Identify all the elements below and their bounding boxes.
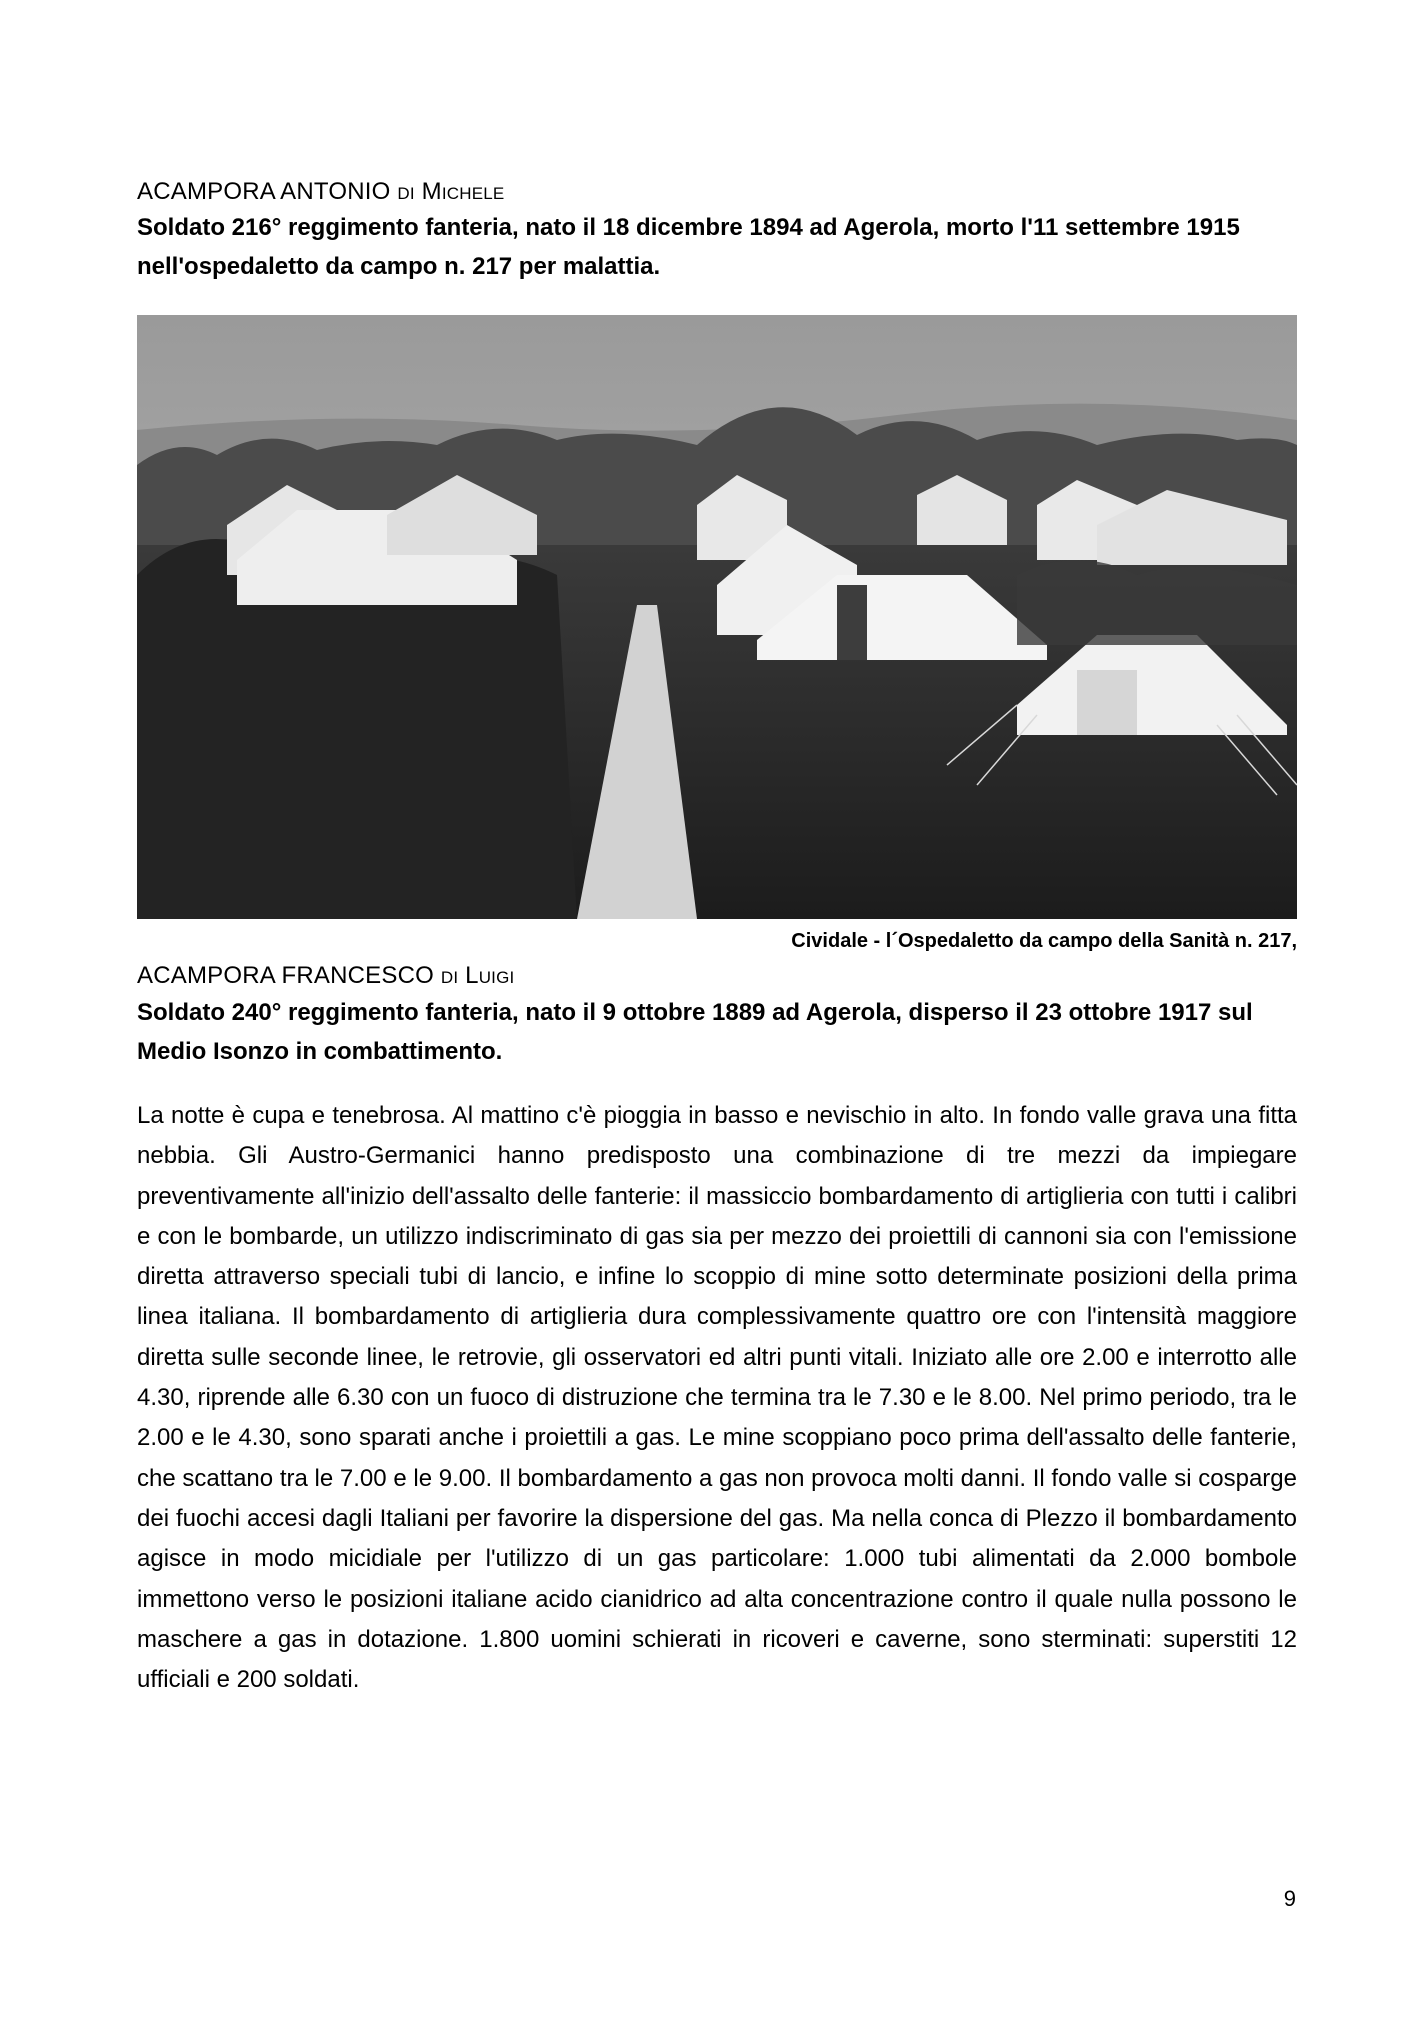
entry-2-surname: ACAMPORA FRANCESCO [137,962,434,989]
field-hospital-photo [137,315,1297,919]
photo-caption: Cividale - l´Ospedaletto da campo della Sanità n. 217, [791,930,1297,952]
entry-1-surname: ACAMPORA ANTONIO [137,178,391,205]
entry-1-di: DI [397,184,415,203]
entry-2-parent-rest: UIGI [478,968,515,987]
entry-1-parent-initial: M [421,178,442,205]
entry-2-parent [465,962,514,989]
entry-1-name [137,178,504,206]
entry-1-description: Soldato 216° reggimento fanteria, nato il 18 dicembre 1894 ad Agerola, morto l'11 settembre 1915 nell'ospedaletto da campo n. 217 per malattia. [137,214,1240,280]
entry-2-name [137,962,514,990]
field-hospital-photo-image [137,315,1297,919]
page-number: 9 [1283,1886,1296,1911]
body-text: La notte è cupa e tenebrosa. Al mattino c'è pioggia in basso e nevischio in alto. In fondo valle grava una fitta nebbia. Gli Austro-Germanici hanno predisposto una combinazione di tre mezzi da impiegare preventivamente all'inizio dell'assalto delle fanterie: il massiccio bombardamento di artiglieria con tutti i calibri e con le bombarde, un utilizzo indiscriminato di gas sia per mezzo dei proiettili di cannoni sia con l'emissione diretta attraverso speciali tubi di lancio, e infine lo scoppio di mine sotto determinate posizioni della prima linea italiana. Il bombardamento di artiglieria dura complessivamente quattro ore con l'intensità maggiore diretta sulle seconde linee, le retrovie, gli osservatori ed altri punti vitali. Iniziato alle ore 2.00 e interrotto alle 4.30, riprende alle 6.30 con un fuoco di distruzione che termina tra le 7.30 e le 8.00. Nel primo periodo, tra le 2.00 e le 4.30, sono sparati anche i proiettili a gas. Le mine scoppiano poco prima dell'assalto delle fanterie, che scattano tra le 7.00 e le 9.00. Il bombardamento a gas non provoca molti danni. Il fondo valle si cosparge dei fuochi accesi dagli Italiani per favorire la dispersione del gas. Ma nella conca di Plezzo il bombardamento agisce in modo micidiale per l'utilizzo di un gas particolare: 1.000 tubi alimentati da 2.000 bombole immettono verso le posizioni italiane acido cianidrico ad alta concentrazione contro il quale nulla possono le maschere a gas in dotazione. 1.800 uomini schierati in ricoveri e caverne, sono sterminati: superstiti 12 ufficiali e 200 soldati. [137,1102,1297,1694]
entry-1-parent-rest: ICHELE [441,184,505,203]
entry-2-parent-initial: L [465,962,479,989]
entry-2-di: DI [440,968,459,987]
entry-2-description: Soldato 240° reggimento fanteria, nato il 9 ottobre 1889 ad Agerola, disperso il 23 ottobre 1917 sul Medio Isonzo in combattimento. [137,999,1253,1065]
